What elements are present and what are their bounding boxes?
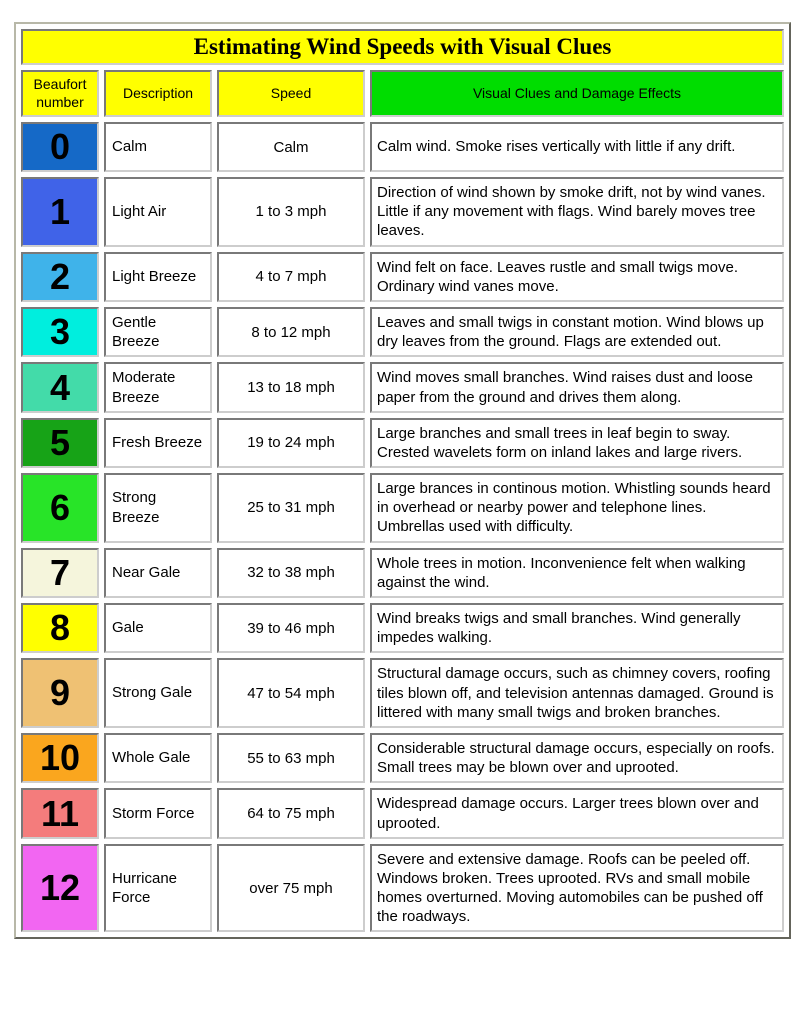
speed-cell: 19 to 24 mph: [217, 418, 365, 468]
speed-cell: 1 to 3 mph: [217, 177, 365, 247]
table-row: [21, 362, 784, 412]
beaufort-number-cell: 7: [21, 548, 99, 598]
description-cell: Strong Breeze: [104, 473, 212, 543]
column-header-description: Description: [104, 70, 212, 117]
table-title: Estimating Wind Speeds with Visual Clues: [21, 29, 784, 65]
speed-cell: 55 to 63 mph: [217, 733, 365, 783]
beaufort-number-cell: 12: [21, 844, 99, 933]
table-row: [21, 603, 784, 653]
beaufort-number-cell: 0: [21, 122, 99, 172]
table-row: [21, 473, 784, 543]
visual-clues-cell: Severe and extensive damage. Roofs can be peeled off. Windows broken. Trees uprooted. RVs and small mobile homes overturned. Moving automobiles can be pushed off the roadways.: [370, 844, 784, 933]
description-cell: Calm: [104, 122, 212, 172]
table-row: [21, 658, 784, 728]
visual-clues-cell: Considerable structural damage occurs, especially on roofs. Small trees may be blown over and uprooted.: [370, 733, 784, 783]
speed-cell: over 75 mph: [217, 844, 365, 933]
description-cell: Moderate Breeze: [104, 362, 212, 412]
column-header-beaufort-number: Beaufort number: [21, 70, 99, 117]
beaufort-number-cell: 5: [21, 418, 99, 468]
visual-clues-cell: Whole trees in motion. Inconvenience felt when walking against the wind.: [370, 548, 784, 598]
visual-clues-cell: Structural damage occurs, such as chimney covers, roofing tiles blown off, and television antennas damaged. Ground is littered with many small twigs and broken branches.: [370, 658, 784, 728]
visual-clues-cell: Large branches and small trees in leaf begin to sway. Crested wavelets form on inland lakes and large rivers.: [370, 418, 784, 468]
table-row: [21, 177, 784, 247]
description-cell: Gentle Breeze: [104, 307, 212, 357]
speed-cell: 39 to 46 mph: [217, 603, 365, 653]
table-row: [21, 788, 784, 838]
visual-clues-cell: Leaves and small twigs in constant motion. Wind blows up dry leaves from the ground. Flags are extended out.: [370, 307, 784, 357]
speed-cell: 13 to 18 mph: [217, 362, 365, 412]
description-cell: Light Breeze: [104, 252, 212, 302]
description-cell: Whole Gale: [104, 733, 212, 783]
table-row: [21, 307, 784, 357]
beaufort-number-cell: 9: [21, 658, 99, 728]
table-row: [21, 548, 784, 598]
description-cell: Fresh Breeze: [104, 418, 212, 468]
visual-clues-cell: Large brances in continous motion. Whistling sounds heard in overhead or nearby power and telephone lines. Umbrellas used with difficulty.: [370, 473, 784, 543]
visual-clues-cell: Wind breaks twigs and small branches. Wind generally impedes walking.: [370, 603, 784, 653]
visual-clues-cell: Direction of wind shown by smoke drift, not by wind vanes. Little if any movement with flags. Wind barely moves tree leaves.: [370, 177, 784, 247]
speed-cell: 4 to 7 mph: [217, 252, 365, 302]
beaufort-number-cell: 2: [21, 252, 99, 302]
speed-cell: 32 to 38 mph: [217, 548, 365, 598]
speed-cell: 25 to 31 mph: [217, 473, 365, 543]
table-body: [21, 122, 784, 932]
beaufort-wind-scale-table: [14, 22, 791, 939]
column-header-row: [21, 70, 784, 117]
description-cell: Storm Force: [104, 788, 212, 838]
description-cell: Gale: [104, 603, 212, 653]
description-cell: Light Air: [104, 177, 212, 247]
table-row: [21, 844, 784, 933]
speed-cell: 8 to 12 mph: [217, 307, 365, 357]
column-header-speed: Speed: [217, 70, 365, 117]
beaufort-number-cell: 6: [21, 473, 99, 543]
table-row: [21, 252, 784, 302]
table-row: [21, 733, 784, 783]
visual-clues-cell: Wind moves small branches. Wind raises dust and loose paper from the ground and drives them along.: [370, 362, 784, 412]
speed-cell: 64 to 75 mph: [217, 788, 365, 838]
speed-cell: 47 to 54 mph: [217, 658, 365, 728]
description-cell: Near Gale: [104, 548, 212, 598]
visual-clues-cell: Calm wind. Smoke rises vertically with little if any drift.: [370, 122, 784, 172]
description-cell: Hurricane Force: [104, 844, 212, 933]
table-row: [21, 418, 784, 468]
beaufort-number-cell: 8: [21, 603, 99, 653]
speed-cell: Calm: [217, 122, 365, 172]
beaufort-number-cell: 3: [21, 307, 99, 357]
beaufort-number-cell: 4: [21, 362, 99, 412]
description-cell: Strong Gale: [104, 658, 212, 728]
column-header-visual-clues: Visual Clues and Damage Effects: [370, 70, 784, 117]
table-row: [21, 122, 784, 172]
visual-clues-cell: Widespread damage occurs. Larger trees blown over and uprooted.: [370, 788, 784, 838]
beaufort-number-cell: 10: [21, 733, 99, 783]
visual-clues-cell: Wind felt on face. Leaves rustle and small twigs move. Ordinary wind vanes move.: [370, 252, 784, 302]
title-row: [21, 29, 784, 65]
beaufort-number-cell: 1: [21, 177, 99, 247]
beaufort-number-cell: 11: [21, 788, 99, 838]
